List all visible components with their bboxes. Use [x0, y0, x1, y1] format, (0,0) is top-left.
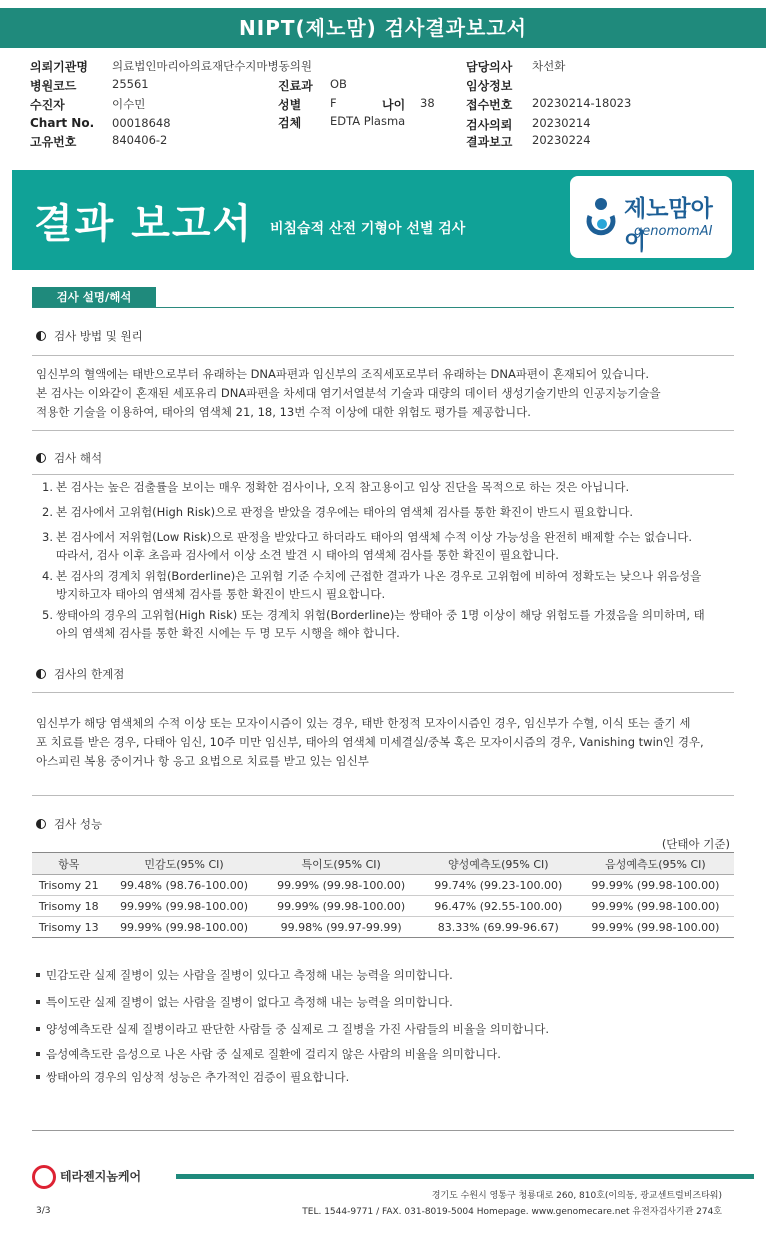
method-heading: 검사 방법 및 원리 — [36, 328, 143, 344]
divider — [32, 430, 734, 431]
limits-text: 임신부가 해당 염색체의 수적 이상 또는 모자이시즘이 있는 경우, 태반 한정적 모자이시즘인 경우, 임신부가 수혈, 이식 또는 줄기 세 포 치료를 받은 경우, 다태아 임신, 10주 미만 임신부, 태아의 염색체 미세결실/중복 혹은 모자이시즘의 경우, Vanishing twin인 경우, 아스피린 복용 중이거나 항 응고 요법으로 치료를 받고 있는 임신부 — [36, 716, 704, 768]
request-label: 검사의뢰 — [466, 118, 513, 132]
half-circle-icon — [36, 669, 46, 679]
specimen-value: EDTA Plasma — [330, 114, 406, 128]
age-label: 나이 — [382, 98, 406, 112]
table-cell: 99.48% (98.76-100.00) — [106, 875, 263, 896]
half-circle-icon — [36, 819, 46, 829]
half-circle-icon — [36, 453, 46, 463]
column-header: 특이도(95% CI) — [263, 853, 420, 875]
column-header: 항목 — [32, 853, 106, 875]
sex-value: F — [330, 96, 337, 110]
column-header: 양성예측도(95% CI) — [420, 853, 577, 875]
table-cell: 96.47% (92.55-100.00) — [420, 896, 577, 917]
method-text: 임신부의 혈액에는 태반으로부터 유래하는 DNA파편과 임신부의 조직세포로부터 유래하는 DNA파편이 혼재되어 있습니다. 본 검사는 이와같이 혼재된 세포유리 DNA파편을 차세대 염기서열분석 기술과 대량의 데이터 생성기술기반의 인공지능기술을 적용한 기술을 이용하여, 태아의 염색체 21, 18, 13번 수적 이상에 대한 위험도 평가를 제공합니다. — [36, 367, 661, 419]
report-title: NIPT(제노맘) 검사결과보고서 — [0, 8, 766, 48]
doctor-label: 담당의사 — [466, 60, 513, 74]
section-tab: 검사 설명/해석 — [32, 287, 156, 307]
hospital-code-label: 병원코드 — [30, 79, 77, 93]
table-cell: Trisomy 21 — [32, 875, 106, 896]
clinical-label: 임상정보 — [466, 79, 513, 93]
footer-divider — [32, 1130, 734, 1131]
table-header-row — [32, 853, 734, 875]
sex-label: 성별 — [278, 98, 302, 112]
table-cell: 99.99% (99.98-100.00) — [577, 875, 734, 896]
list-item: 쌍태아의 경우의 임상적 성능은 추가적인 검증이 필요합니다. — [36, 1068, 349, 1086]
divider — [32, 355, 734, 356]
bullet-icon — [36, 1075, 40, 1079]
age-value: 38 — [420, 96, 435, 110]
column-header: 음성예측도(95% CI) — [577, 853, 734, 875]
table-row — [32, 896, 734, 917]
interpretation-heading: 검사 해석 — [36, 450, 102, 466]
table-cell: Trisomy 13 — [32, 917, 106, 938]
patient-info — [30, 58, 750, 150]
performance-table — [32, 852, 734, 938]
table-row — [32, 875, 734, 896]
table-cell: Trisomy 18 — [32, 896, 106, 917]
result-banner — [12, 170, 754, 270]
section-divider — [32, 307, 734, 308]
list-item: 민감도란 실제 질병이 있는 사람을 질병이 있다고 측정해 내는 능력을 의미합니다. — [36, 966, 453, 984]
divider — [32, 692, 734, 693]
bullet-icon — [36, 1000, 40, 1004]
table-cell: 99.98% (99.97-99.99) — [263, 917, 420, 938]
half-circle-icon — [36, 331, 46, 341]
footer-bar — [176, 1174, 754, 1179]
table-cell: 99.99% (99.98-100.00) — [263, 896, 420, 917]
page-number: 3/3 — [36, 1206, 51, 1216]
doctor-value: 차선화 — [532, 59, 566, 73]
banner-subtitle: 비침습적 산전 기형아 선별 검사 — [270, 221, 466, 237]
table-cell: 99.99% (99.98-100.00) — [263, 875, 420, 896]
dept-value: OB — [330, 77, 347, 91]
table-cell: 99.74% (99.23-100.00) — [420, 875, 577, 896]
collector-value: 이수민 — [112, 97, 146, 111]
hospital-code-value: 25561 — [112, 77, 149, 91]
bullet-icon — [36, 1027, 40, 1031]
bullet-icon — [36, 1052, 40, 1056]
divider — [32, 474, 734, 475]
report-value: 20230224 — [532, 133, 591, 147]
report-label: 결과보고 — [466, 135, 513, 149]
table-cell: 83.33% (69.99-96.67) — [420, 917, 577, 938]
table-cell: 99.99% (99.98-100.00) — [577, 917, 734, 938]
logo-text-kr: 제노맘아이 — [624, 196, 713, 255]
table-row — [32, 917, 734, 938]
institution-value: 의료법인마리아의료재단수지마병동의원 — [112, 59, 312, 73]
institution-label: 의뢰기관명 — [30, 60, 88, 74]
company-logo-icon — [32, 1165, 56, 1189]
receipt-label: 접수번호 — [466, 98, 513, 112]
genomom-logo — [570, 176, 732, 258]
unique-value: 840406-2 — [112, 133, 168, 147]
unique-label: 고유번호 — [30, 135, 77, 149]
column-header: 민감도(95% CI) — [106, 853, 263, 875]
specimen-label: 검체 — [278, 116, 302, 130]
footer-address: 경기도 수원시 영통구 청룡대로 260, 810호(이의동, 광교센트럴비즈타워) — [431, 1191, 722, 1201]
limits-heading: 검사의 한계점 — [36, 666, 124, 682]
banner-title: 결과 보고서 — [34, 201, 254, 247]
list-item: 양성예측도란 실제 질병이라고 판단한 사람들 중 실제로 그 질병을 가진 사람들의 비율을 의미합니다. — [36, 1020, 549, 1038]
divider — [32, 795, 734, 796]
footer-contact: TEL. 1544-9771 / FAX. 031-8019-5004 Homepage. www.genomecare.net 유전자검사기관 274호 — [302, 1207, 722, 1217]
receipt-value: 20230214-18023 — [532, 96, 632, 110]
bullet-icon — [36, 973, 40, 977]
genomom-logo-icon — [584, 196, 618, 240]
list-item: 음성예측도란 음성으로 나온 사람 중 실제로 질환에 걸리지 않은 사람의 비율을 의미합니다. — [36, 1045, 501, 1063]
logo-text-en: genomomAI — [634, 224, 713, 239]
company-logo: 테라젠지놈케어 — [32, 1165, 141, 1189]
chart-value: 00018648 — [112, 116, 171, 130]
unit-note: (단태아 기준) — [661, 837, 730, 851]
request-value: 20230214 — [532, 116, 591, 130]
list-item: 특이도란 실제 질병이 없는 사람을 질병이 없다고 측정해 내는 능력을 의미합니다. — [36, 993, 453, 1011]
table-cell: 99.99% (99.98-100.00) — [106, 917, 263, 938]
chart-label: Chart No. — [30, 116, 95, 130]
table-cell: 99.99% (99.98-100.00) — [106, 896, 263, 917]
performance-heading: 검사 성능 — [36, 816, 102, 832]
dept-label: 진료과 — [278, 79, 313, 93]
collector-label: 수진자 — [30, 98, 65, 112]
table-cell: 99.99% (99.98-100.00) — [577, 896, 734, 917]
